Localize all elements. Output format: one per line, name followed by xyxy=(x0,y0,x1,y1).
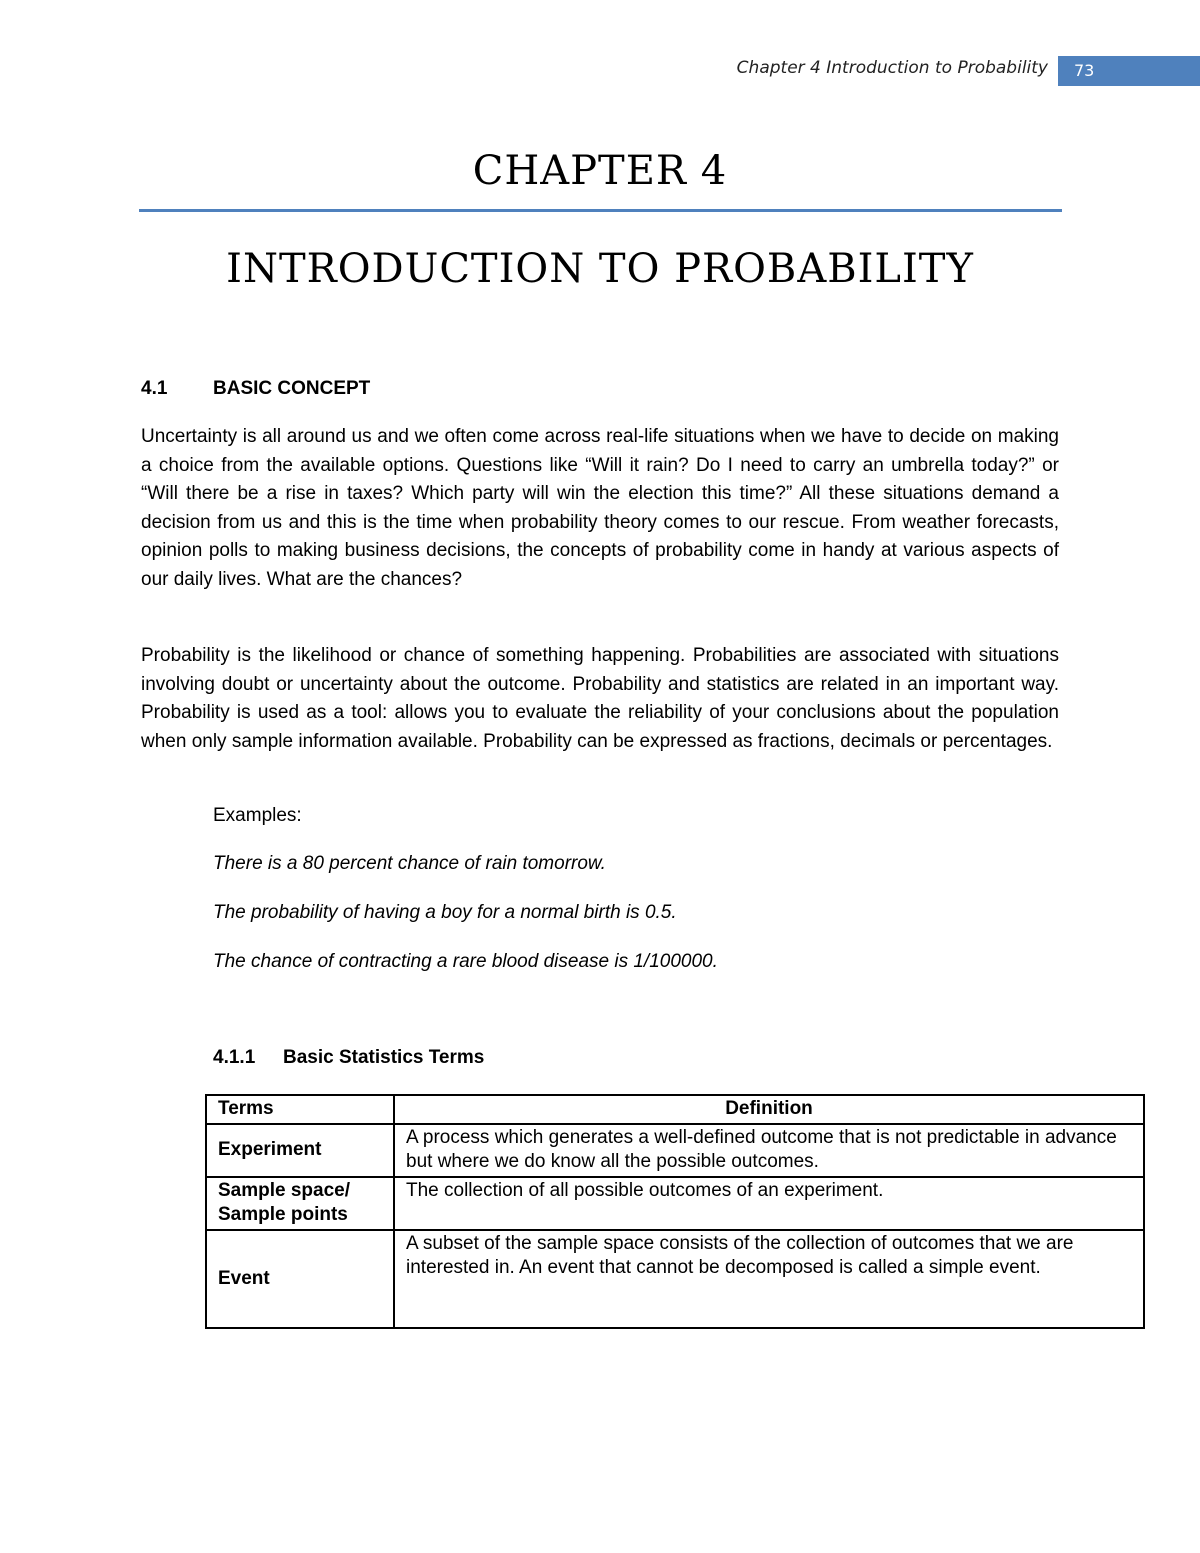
term-cell xyxy=(206,1177,394,1230)
definition-cell: The collection of all possible outcomes of an experiment. xyxy=(394,1177,1144,1230)
subsection-title: Basic Statistics Terms xyxy=(283,1047,485,1068)
paragraph-uncertainty: Uncertainty is all around us and we often come across real-life situations when we have to decide on making a choice from the available options. Questions like “Will it rain? Do I need to carry an umbrella today?” or “Will there be a rise in taxes? Which party will win the election this time?” All these situations demand a decision from us and this is the time when probability theory comes to our rescue. From weather forecasts, opinion polls to making business decisions, the concepts of probability come in handy at various aspects of our daily lives. What are the chances? xyxy=(141,426,1059,590)
table-header-definition: Definition xyxy=(394,1095,1144,1124)
chapter-title: INTRODUCTION TO PROBABILITY xyxy=(226,246,974,292)
table-row xyxy=(206,1124,1144,1177)
page-number: 73 xyxy=(1058,56,1200,86)
definition-cell: A subset of the sample space consists of the collection of outcomes that we are interested in. An event that cannot be decomposed is called a simple event. xyxy=(394,1230,1144,1328)
table-header-terms: Terms xyxy=(206,1095,394,1124)
running-header-title: Chapter 4 Introduction to Probability xyxy=(736,58,1048,78)
chapter-label: CHAPTER 4 xyxy=(472,148,728,194)
example-item: There is a 80 percent chance of rain tomorrow. xyxy=(213,853,606,874)
terms-table xyxy=(205,1094,1145,1329)
section-title: BASIC CONCEPT xyxy=(213,378,371,399)
paragraph-probability-definition: Probability is the likelihood or chance of something happening. Probabilities are associated with situations involving doubt or uncertainty about the outcome. Probability and statistics are related in an important way. Probability is used as a tool: allows you to evaluate the reliability of your conclusions about the population when only sample information available. Probability can be expressed as fractions, decimals or percentages. xyxy=(141,645,1059,752)
definition-cell: A process which generates a well-defined outcome that is not predictable in advance but where we do know all the possible outcomes. xyxy=(394,1124,1144,1177)
term-cell: Experiment xyxy=(206,1124,394,1177)
examples-label: Examples: xyxy=(213,805,302,826)
term-line: Sample space/ xyxy=(218,1180,351,1201)
subsection-number: 4.1.1 xyxy=(213,1047,256,1068)
section-heading xyxy=(141,378,370,400)
chapter-divider xyxy=(139,209,1062,212)
term-cell: Event xyxy=(206,1230,394,1328)
term-line: Sample points xyxy=(218,1204,348,1225)
example-item: The probability of having a boy for a normal birth is 0.5. xyxy=(213,902,677,923)
table-header-row xyxy=(206,1095,1144,1124)
example-item: The chance of contracting a rare blood disease is 1/100000. xyxy=(213,951,718,972)
table-row xyxy=(206,1230,1144,1328)
table-row xyxy=(206,1177,1144,1230)
subsection-heading xyxy=(213,1047,484,1069)
section-number: 4.1 xyxy=(141,378,168,399)
